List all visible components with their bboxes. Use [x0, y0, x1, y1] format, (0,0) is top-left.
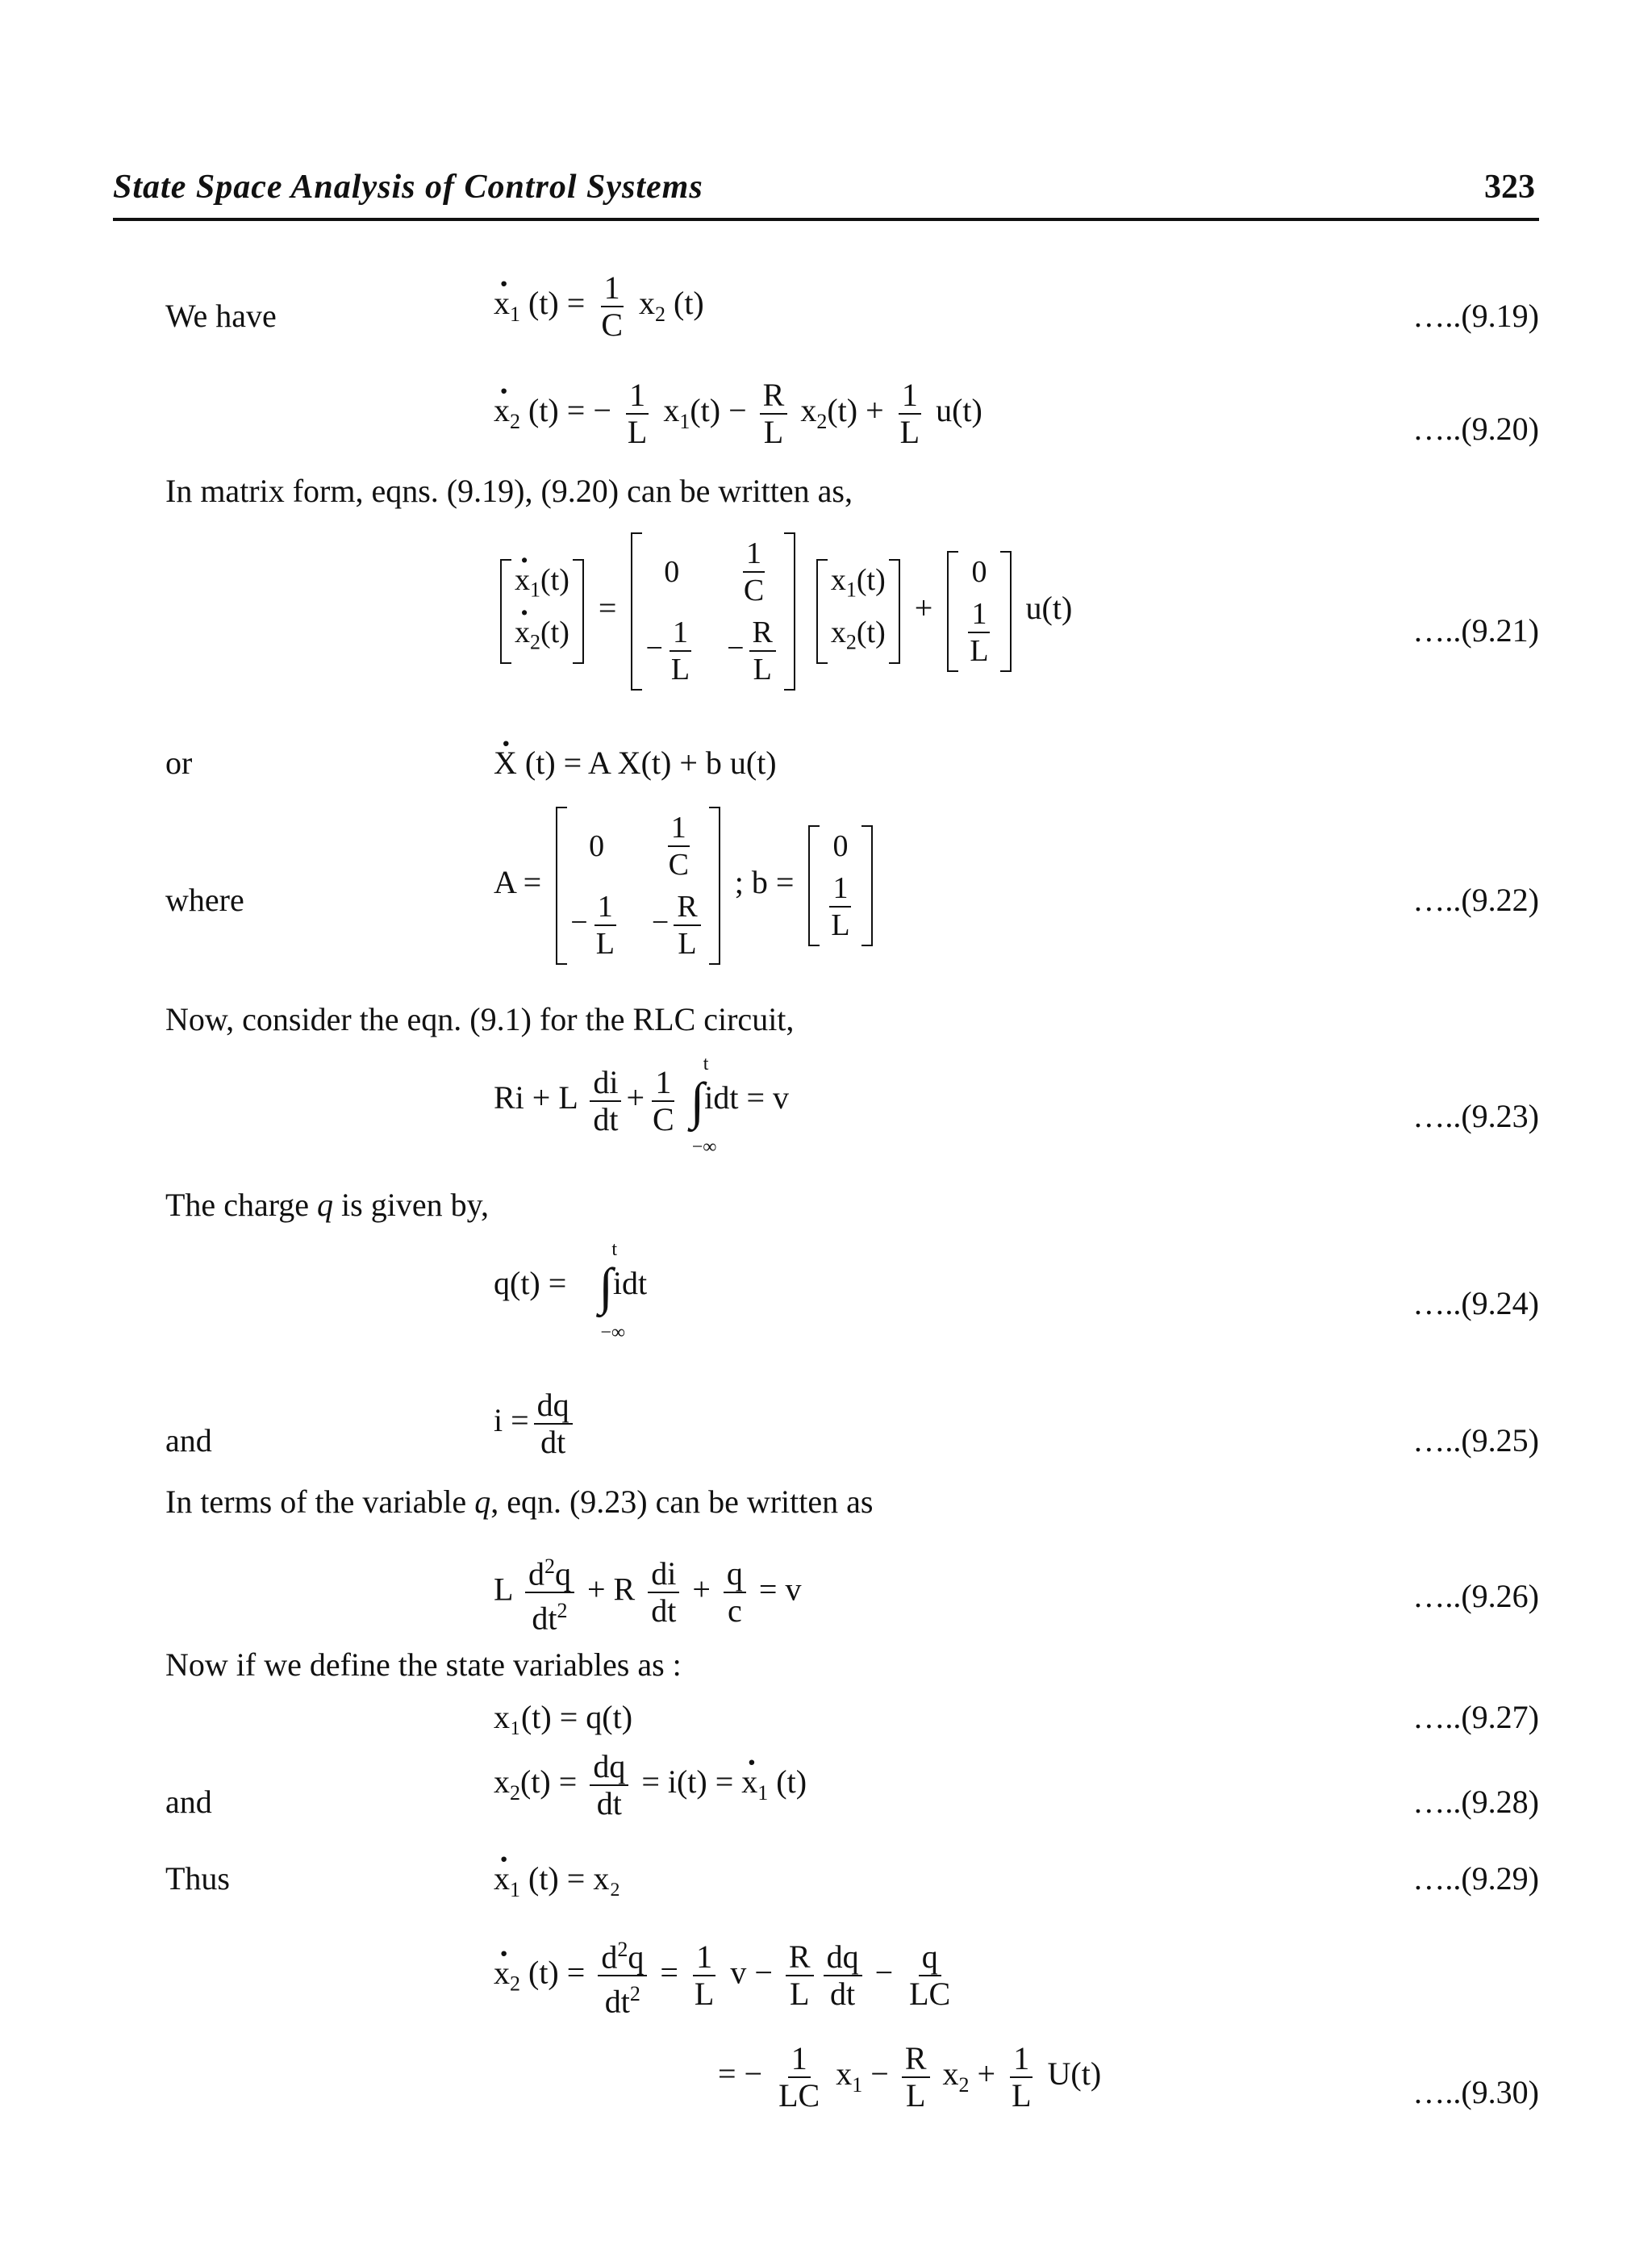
eqn-number-9-19: …..(9.19) [1412, 298, 1539, 334]
text-or: or [165, 745, 193, 781]
eqn-number-9-24: …..(9.24) [1412, 1285, 1539, 1321]
equation-9-30: = − $\frac{1}{LC}$ $x_1$ − $\frac{R}{L}$ $x_2$ + $\frac{1}{L}$ U(t) [718, 2040, 1102, 2114]
text-now-consider: Now, consider the eqn. (9.1) for the RLC circuit, [165, 1001, 795, 1037]
eqn-number-9-20: …..(9.20) [1412, 411, 1539, 447]
equation-9-19: · $x_1$ (t) = $\frac{1}{C}$ $x_2$ (t) [494, 270, 704, 343]
integral-rhs: idt = v [704, 1079, 790, 1116]
eqn-number-9-25: …..(9.25) [1412, 1422, 1539, 1459]
text-now-define: Now if we define the state variables as : [165, 1646, 682, 1683]
equation-9-25: i = $\frac{dq}{dt}$ [494, 1388, 578, 1460]
text-we-have: We have [165, 298, 277, 334]
equation-9-28: $x_2(t)$ = $\frac{dq}{dt}$ = i(t) = · $x_1$ (t) [494, 1749, 807, 1822]
x1dot-rhs: (t) = x₂ [528, 1860, 621, 1897]
eqn-number-9-23: …..(9.23) [1412, 1098, 1539, 1134]
text-charge: The charge q is given by, [165, 1187, 489, 1223]
eqn-number-9-27: …..(9.27) [1412, 1699, 1539, 1735]
equation-9-20: · $x_2$ (t) = − $\frac{1}{L}$ $x_1(t)$ − $\frac{R}{L}$ $x_2(t)$ + $\frac{1}{L}$ u(t) [494, 378, 982, 450]
equation-9-23: Ri + L $\frac{di}{dt}$ + $\frac{1}{C}$ ∫ t −∞ idt = v [494, 1054, 790, 1158]
equation-state: · X (t) = A X(t) + b u(t) [494, 744, 777, 782]
current-lhs: i = [494, 1402, 529, 1439]
text-and-2: and [165, 1784, 212, 1820]
text-in-terms: In terms of the variable q, eqn. (9.23) can be written as [165, 1484, 874, 1520]
eqn-number-9-28: …..(9.28) [1412, 1784, 1539, 1820]
equation-9-24: q(t) = ∫ t −∞ idt [494, 1239, 648, 1343]
eqn-number-9-26: …..(9.26) [1412, 1578, 1539, 1614]
equation-9-27: x₁(t) = q(t) [494, 1699, 633, 1735]
text-in-matrix-form: In matrix form, eqns. (9.19), (9.20) can be written as, [165, 473, 853, 509]
header-rule [113, 218, 1539, 221]
equation-9-22: A = 0 $\frac{1}{C}$ − $\frac{1}{L}$ − $\frac{R}{L}$ ; b = 0 $\frac{1}{L}$ [494, 807, 879, 965]
equation-9-21: · $x_1(t)$ · $x_2(t)$ = 0 $\frac{1}{C}$ − $\frac{1}{L}$ − $\frac{R}{L}$ $x_1(t)$ $x_2(t)$ + 0 $\frac{1}{L}$ u(t) [494, 532, 1072, 691]
running-header-title: State Space Analysis of Control Systems [113, 169, 703, 206]
eqn-number-9-22: …..(9.22) [1412, 882, 1539, 918]
charge-integrand: idt [612, 1265, 648, 1302]
eqn-number-9-30: …..(9.30) [1412, 2074, 1539, 2110]
page-number: 323 [1484, 169, 1535, 206]
equation-x2dot: · $x_2$ (t) = $\frac{d^2q}{dt^2}$ = $\frac{1}{L}$ v − $\frac{R}{L}$ $\frac{dq}{dt}$ − $\frac{q}{LC}$ [494, 1932, 958, 2020]
equation-9-29: · $x_1$ (t) = x₂ [494, 1859, 620, 1902]
text-thus: Thus [165, 1860, 230, 1897]
text-where: where [165, 882, 244, 918]
matrix-separator: ; b = [734, 864, 795, 901]
text-and-1: and [165, 1422, 212, 1459]
eqn-number-9-29: …..(9.29) [1412, 1860, 1539, 1897]
charge-lhs: q(t) = [494, 1265, 567, 1302]
eqn-number-9-21: …..(9.21) [1412, 612, 1539, 649]
equation-9-26: L $\frac{d^2q}{dt^2}$ + R $\frac{di}{dt}$ + $\frac{q}{c}$ = v [494, 1549, 801, 1637]
